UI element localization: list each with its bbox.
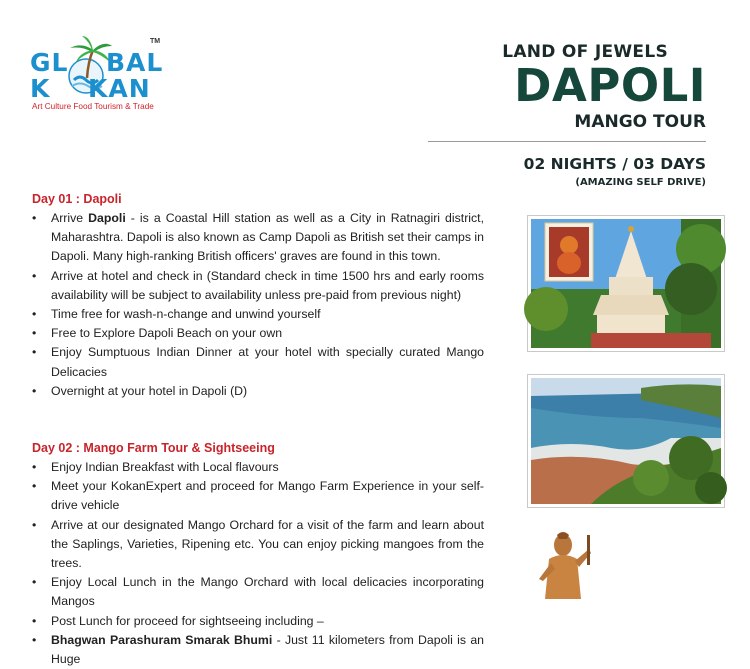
bullet: • (32, 613, 37, 628)
statue-illustration (529, 529, 599, 599)
list-item (32, 477, 484, 515)
list-item (32, 573, 484, 611)
bullet: • (32, 345, 37, 360)
bullet: • (32, 268, 37, 283)
point-bold-text: Dapoli (88, 211, 126, 225)
global-kokan-logo (30, 36, 175, 116)
logo-tagline: Art Culture Food Tourism & Trade (32, 102, 154, 111)
list-item (32, 343, 484, 381)
bullet: • (32, 307, 37, 322)
point-bold-text: Bhagwan Parashuram Smarak Bhumi (51, 632, 273, 647)
day-section (32, 439, 484, 669)
beach-photo (527, 374, 725, 508)
list-item (32, 267, 484, 305)
day-heading: Day 02 : Mango Farm Tour & Sightseeing (32, 441, 275, 456)
day-points-list (32, 458, 484, 669)
temple-photo (527, 215, 725, 352)
point-text: - Just 11 kilometers from Dapoli is an Huge (51, 632, 484, 667)
beach-illustration (531, 378, 721, 504)
day-heading: Day 01 : Dapoli (32, 192, 122, 206)
bullet: • (32, 517, 37, 532)
tour-subtitle: (AMAZING SELF DRIVE) (575, 177, 706, 188)
point-text: Post Lunch for proceed for sightseeing including – (51, 613, 324, 628)
bullet: • (32, 211, 37, 225)
list-item (32, 458, 484, 477)
list-item (32, 209, 484, 267)
point-text: Enjoy Indian Breakfast with Local flavours (51, 460, 279, 475)
point-text: Arrive at hotel and check in (Standard check in time 1500 hrs and early rooms availability will be subject to availability unless pre-paid from previous night) (51, 268, 484, 302)
list-item (32, 612, 484, 631)
day-section (32, 190, 484, 401)
point-text: Free to Explore Dapoli Beach on your own (51, 326, 283, 341)
point-text: Meet your KokanExpert and proceed for Mango Farm Experience in your self-drive vehicle (51, 479, 484, 513)
logo-word-global-left: GL (30, 48, 69, 77)
statue-photo (525, 525, 603, 600)
point-text: Time free for wash-n-change and unwind yourself (51, 307, 321, 322)
itinerary (32, 190, 484, 669)
tour-duration: 02 NIGHTS / 03 DAYS (523, 155, 706, 173)
bullet: • (32, 383, 37, 398)
list-item (32, 305, 484, 324)
list-item (32, 382, 484, 401)
day-points-list (32, 209, 484, 401)
point-text: Enjoy Local Lunch in the Mango Orchard with local delicacies incorporating Mangos (51, 575, 484, 609)
point-text: - is a Coastal Hill station as well as a City in Ratnagiri district, Maharashtra. Dapoli is also known as Camp Dapoli as British set their camps in Dapoli. Many high-ranking British officers' graves are found in this town. (51, 211, 485, 264)
title-divider (428, 141, 706, 142)
logo-word-kokan-left: K (30, 74, 51, 103)
logo-word-global-right: BAL (106, 48, 164, 77)
temple-illustration (531, 219, 721, 348)
title-mango-tour: MANGO TOUR (574, 112, 706, 132)
point-text: Enjoy Sumptuous Indian Dinner at your hotel with specially curated Mango Delicacies (51, 345, 484, 379)
point-text: Arrive (51, 211, 89, 225)
bullet: • (32, 479, 37, 494)
section-spacer (32, 401, 484, 439)
list-item (32, 516, 484, 574)
bullet: • (32, 460, 37, 475)
list-item (32, 324, 484, 343)
bullet: • (32, 326, 37, 341)
bullet: • (32, 575, 37, 590)
bullet: • (32, 632, 37, 647)
point-text: Arrive at our designated Mango Orchard for a visit of the farm and learn about the Saplings, Varieties, Ripening etc. You can enjoy picking mangoes from the trees. (51, 517, 484, 571)
title-land-of-jewels: LAND OF JEWELS (502, 42, 668, 62)
logo-trademark: TM (150, 38, 161, 45)
title-dapoli: DAPOLI (514, 59, 706, 112)
list-item (32, 631, 484, 669)
logo-word-kokan-right: KAN (88, 74, 151, 103)
point-text: Overnight at your hotel in Dapoli (D) (51, 383, 248, 398)
